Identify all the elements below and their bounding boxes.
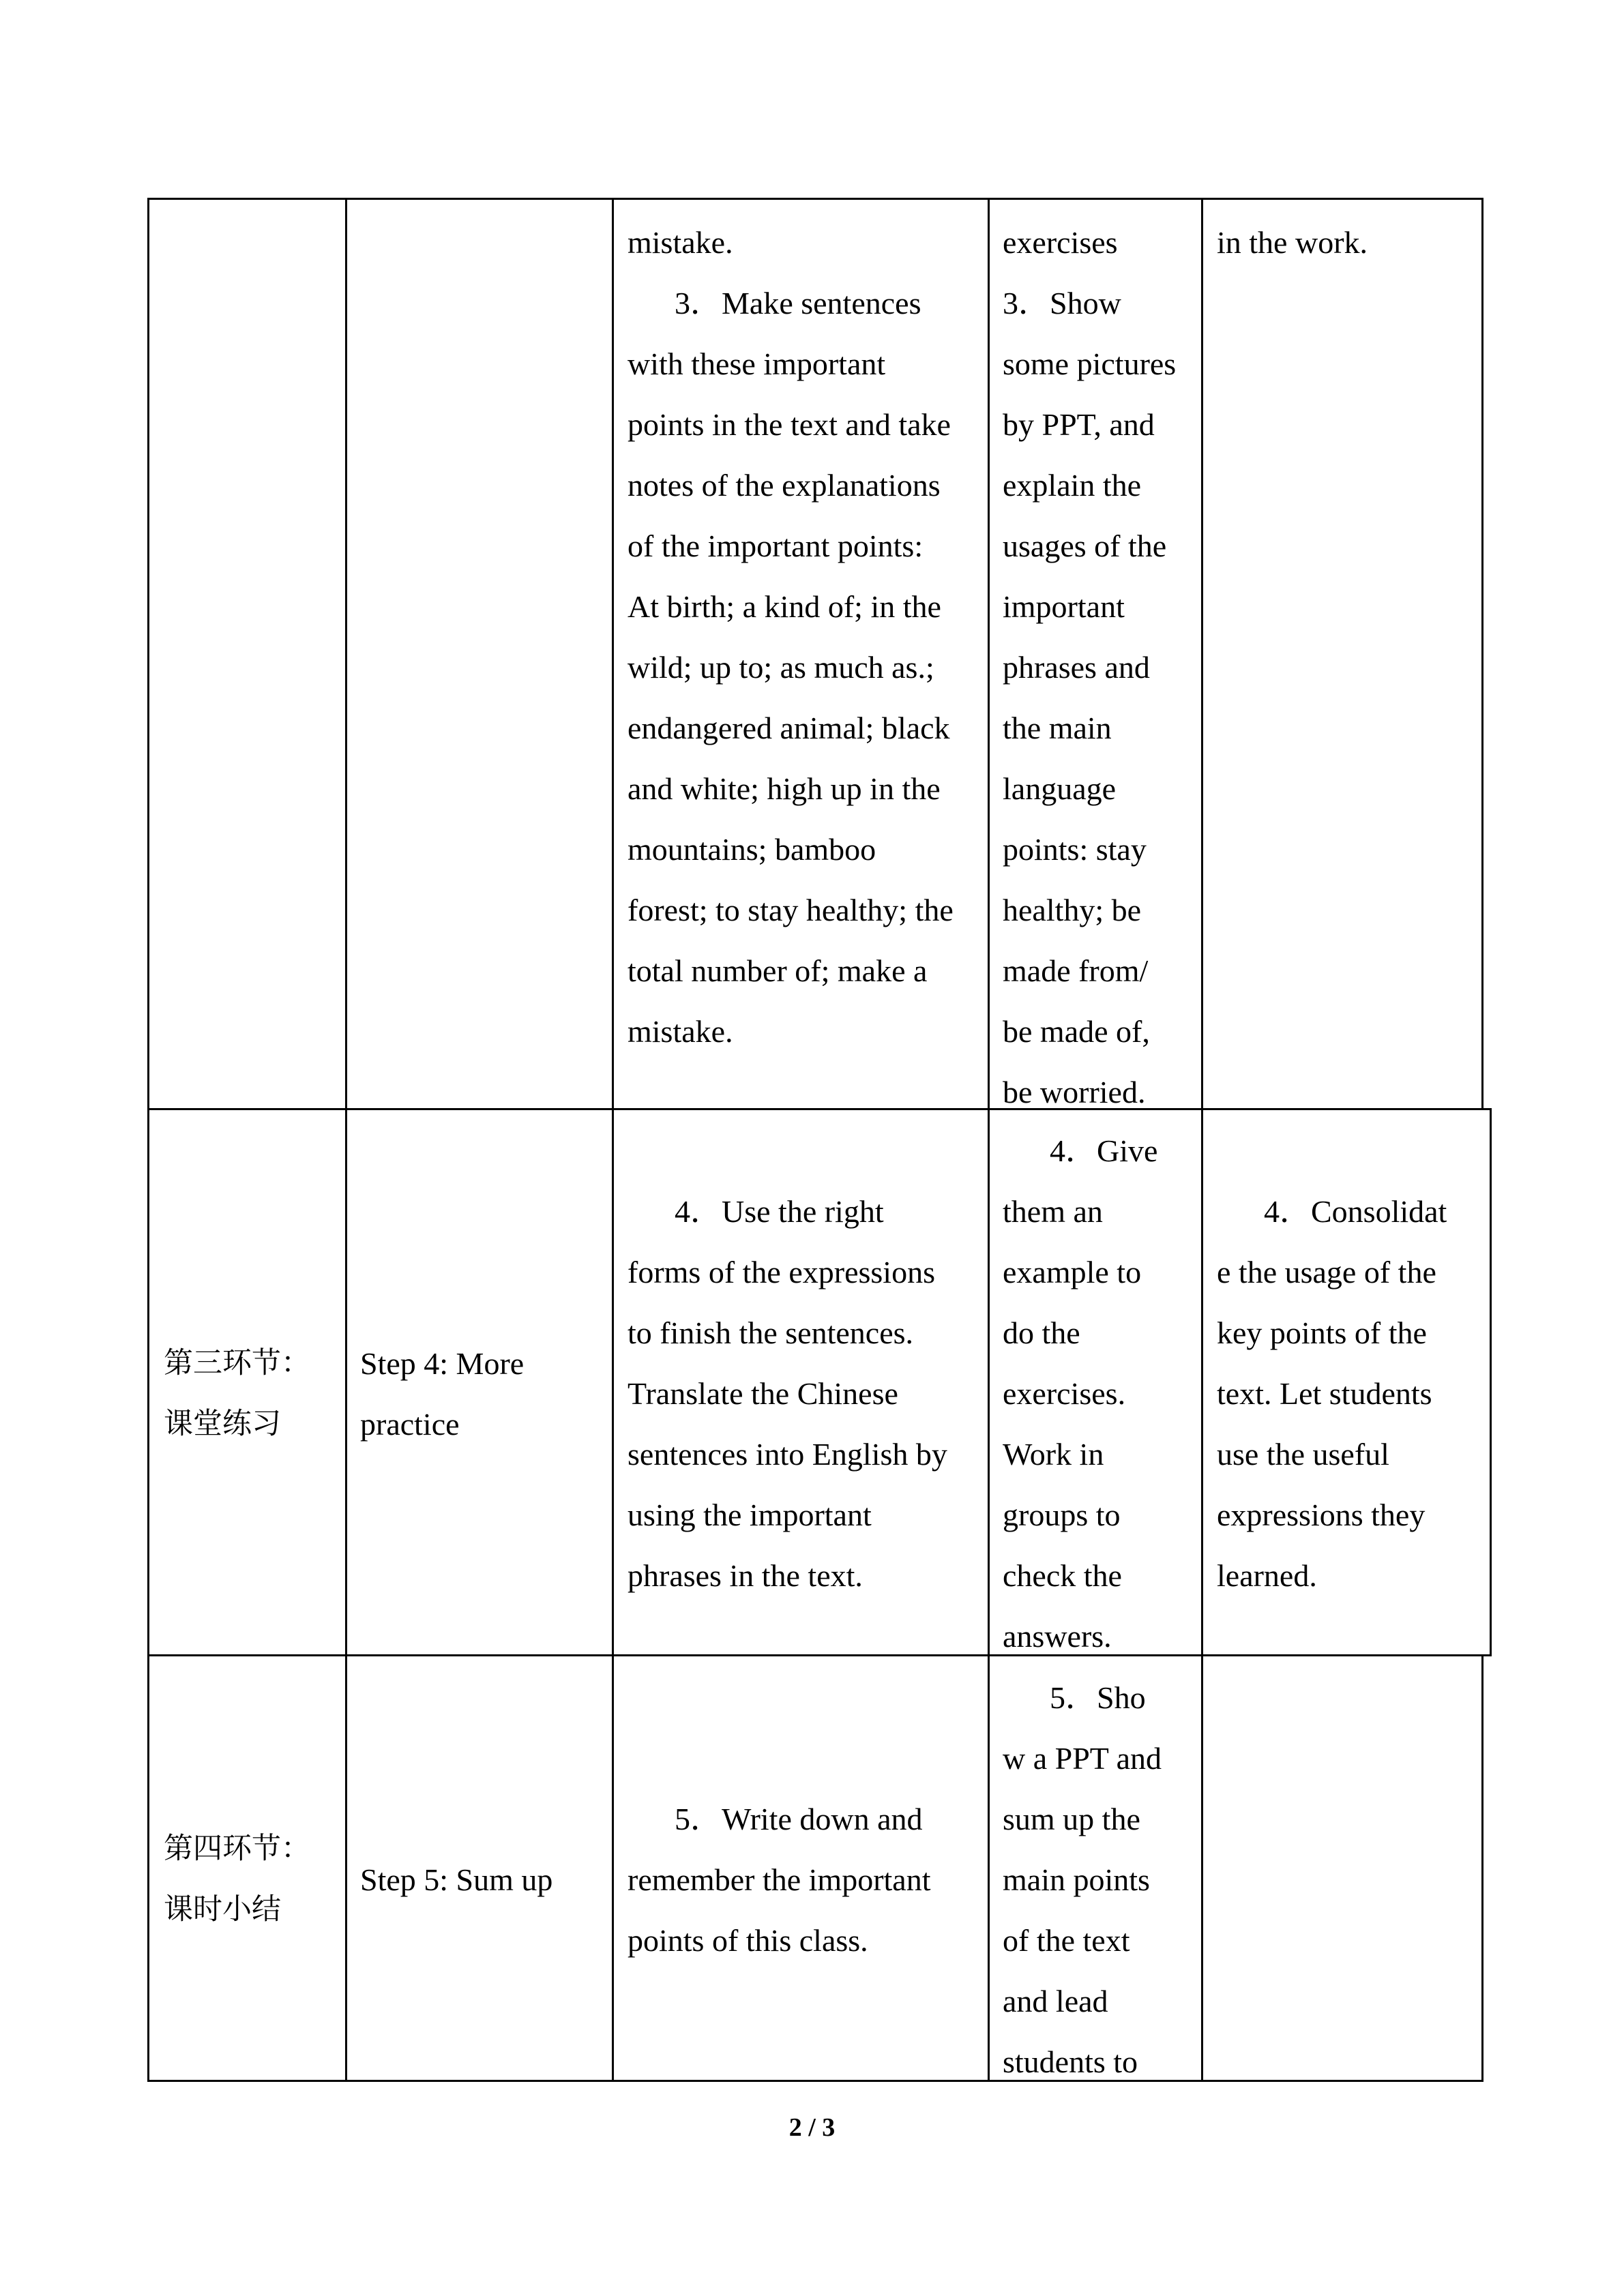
row1-activity-line-14: mistake.: [628, 1014, 733, 1049]
row1-teacher-line-15: be worried.: [1003, 1075, 1146, 1109]
row3-teacher-line-7: students to: [1003, 2044, 1138, 2079]
row2-purpose-line-5: use the useful: [1217, 1437, 1389, 1472]
row1-teacher-line-4: by PPT, and: [1003, 407, 1155, 442]
row2-teacher-line-9: answers.: [1003, 1619, 1112, 1654]
row3-teacher-line-4: main points: [1003, 1862, 1150, 1897]
row1-teacher-line-2: 3．Show: [1003, 286, 1121, 320]
row2-purpose-line-3: key points of the: [1217, 1315, 1427, 1350]
row2-purpose-line-4: text. Let students: [1217, 1376, 1432, 1411]
row2-teacher-line-2: them an: [1003, 1194, 1103, 1229]
row1-activity-line-10: and white; high up in the: [628, 771, 941, 806]
row2-activity-line-2: forms of the expressions: [628, 1255, 935, 1289]
row1-teacher-line-1: exercises: [1003, 225, 1118, 260]
row2-stage-line-1: 第三环节：: [164, 1346, 310, 1380]
row1-activity-line-4: points in the text and take: [628, 407, 951, 442]
row2-step-line-1: Step 4: More: [360, 1346, 525, 1381]
table-right-border-lower: [1481, 1654, 1483, 2082]
row3-stage-line-1: 第四环节：: [164, 1832, 310, 1866]
row2-step-line-2: practice: [360, 1407, 460, 1442]
row3-step-line-1: Step 5: Sum up: [360, 1862, 553, 1897]
row2-purpose-line-6: expressions they: [1217, 1497, 1426, 1532]
row1-teacher-line-12: healthy; be: [1003, 893, 1142, 927]
row1-teacher-line-6: usages of the: [1003, 528, 1167, 563]
row1-teacher-line-3: some pictures: [1003, 346, 1177, 381]
row1-purpose-line-1: in the work.: [1217, 225, 1368, 260]
row-divider-1: [147, 1108, 1492, 1110]
row1-activity-line-8: wild; up to; as much as.;: [628, 650, 934, 685]
table-top-border: [147, 198, 1483, 200]
col-divider-4: [1201, 198, 1203, 2082]
row2-teacher-line-6: Work in: [1003, 1437, 1104, 1472]
table-left-border: [147, 198, 149, 2082]
row3-teacher-line-3: sum up the: [1003, 1802, 1140, 1836]
row1-activity-line-3: with these important: [628, 346, 886, 381]
row1-teacher-line-8: phrases and: [1003, 650, 1150, 685]
col-divider-3: [988, 198, 990, 2082]
row1-teacher-line-10: language: [1003, 771, 1117, 806]
row1-teacher-line-7: important: [1003, 589, 1125, 624]
row2-purpose-line-2: e the usage of the: [1217, 1255, 1436, 1289]
row2-activity-line-4: Translate the Chinese: [628, 1376, 898, 1411]
row2-teacher-line-8: check the: [1003, 1558, 1122, 1593]
row3-teacher-line-5: of the text: [1003, 1923, 1130, 1958]
row2-stage-line-2: 课堂练习: [164, 1407, 281, 1441]
row2-activity-line-5: sentences into English by: [628, 1437, 947, 1472]
row1-activity-line-9: endangered animal; black: [628, 711, 950, 745]
row1-teacher-line-14: be made of,: [1003, 1014, 1150, 1049]
row-divider-2: [147, 1654, 1492, 1656]
row3-teacher-line-6: and lead: [1003, 1984, 1108, 2018]
table-bottom-border: [147, 2080, 1483, 2082]
row1-activity-line-2: 3．Make sentences: [628, 286, 921, 320]
row1-activity-line-1: mistake.: [628, 225, 733, 260]
row2-teacher-line-3: example to: [1003, 1255, 1142, 1289]
table-right-border-row2: [1490, 1108, 1492, 1656]
row2-activity-line-3: to finish the sentences.: [628, 1315, 914, 1350]
row1-teacher-line-5: explain the: [1003, 468, 1142, 503]
row2-activity-line-1: 4．Use the right: [628, 1194, 884, 1229]
row1-activity-line-11: mountains; bamboo: [628, 832, 876, 867]
row3-activity-line-3: points of this class.: [628, 1923, 868, 1958]
row1-activity-line-6: of the important points:: [628, 528, 924, 563]
row1-teacher-line-9: the main: [1003, 711, 1112, 745]
col-divider-2: [612, 198, 614, 2082]
row2-activity-line-7: phrases in the text.: [628, 1558, 863, 1593]
row2-teacher-line-7: groups to: [1003, 1497, 1121, 1532]
row2-teacher-line-1: 4．Give: [1003, 1133, 1158, 1168]
row1-activity-line-7: At birth; a kind of; in the: [628, 589, 941, 624]
col-divider-1: [345, 198, 347, 2082]
row2-purpose-line-7: learned.: [1217, 1558, 1317, 1593]
row1-teacher-line-13: made from/: [1003, 953, 1149, 988]
row1-activity-line-12: forest; to stay healthy; the: [628, 893, 954, 927]
row3-teacher-line-2: w a PPT and: [1003, 1741, 1162, 1776]
page-number: 2 / 3: [788, 2113, 836, 2142]
row3-activity-line-1: 5．Write down and: [628, 1802, 923, 1836]
row2-teacher-line-5: exercises.: [1003, 1376, 1126, 1411]
row1-activity-line-5: notes of the explanations: [628, 468, 941, 503]
row2-activity-line-6: using the important: [628, 1497, 872, 1532]
row2-teacher-line-4: do the: [1003, 1315, 1080, 1350]
row3-teacher-line-1: 5．Sho: [1003, 1680, 1146, 1715]
row1-teacher-line-11: points: stay: [1003, 832, 1147, 867]
row2-purpose-line-1: 4．Consolidat: [1217, 1194, 1447, 1229]
table-right-border-upper: [1481, 198, 1483, 1109]
row3-activity-line-2: remember the important: [628, 1862, 931, 1897]
row3-stage-line-2: 课时小结: [164, 1892, 281, 1926]
row1-activity-line-13: total number of; make a: [628, 953, 928, 988]
